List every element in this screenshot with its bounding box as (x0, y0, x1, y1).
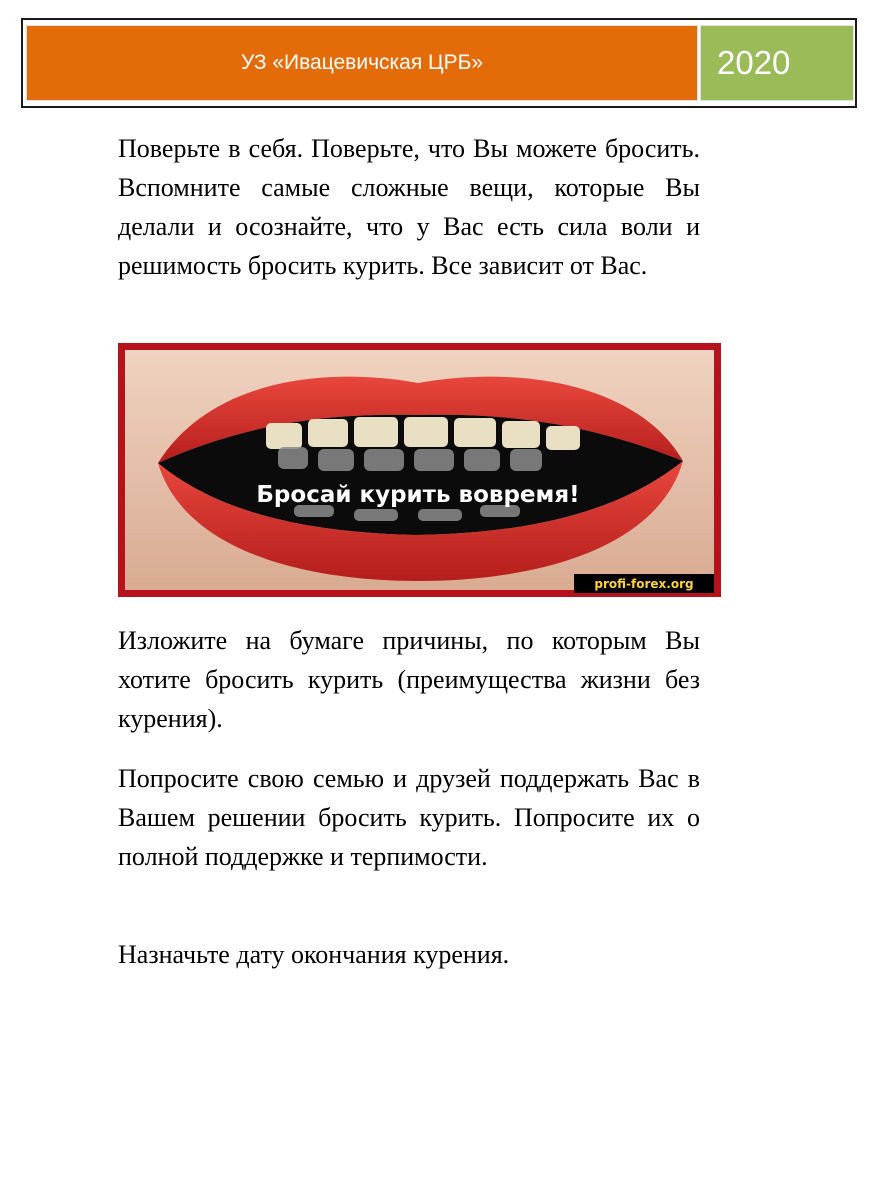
paragraph-write-reasons: Изложите на бумаге причины, по которым Вы хотите бросить курить (преимущества жизни без курения). (118, 626, 700, 733)
smoking-mouth-illustration (118, 343, 721, 597)
header-year: 2020 (700, 25, 854, 101)
banner-watermark: profi-forex.org (594, 577, 694, 591)
header-organization: УЗ «Ивацевичская ЦРБ» (26, 25, 698, 101)
anti-smoking-banner (118, 343, 721, 597)
banner-slogan: Бросай курить вовремя! (256, 482, 580, 508)
document-header (21, 18, 857, 108)
paragraph-believe: Поверьте в себя. Поверьте, что Вы можете бросить. Вспомните самые сложные вещи, которые Вы делали и осознайте, что у Вас есть сила воли и решимость бросить курить. Все зависит от Вас. (118, 134, 700, 280)
paragraph-set-date: Назначьте дату окончания курения. (118, 940, 510, 969)
paragraph-ask-support: Попросите свою семью и друзей поддержать Вас в Вашем решении бросить курить. Попросите их о полной поддержке и терпимости. (118, 764, 700, 871)
teeth-row (266, 417, 580, 450)
